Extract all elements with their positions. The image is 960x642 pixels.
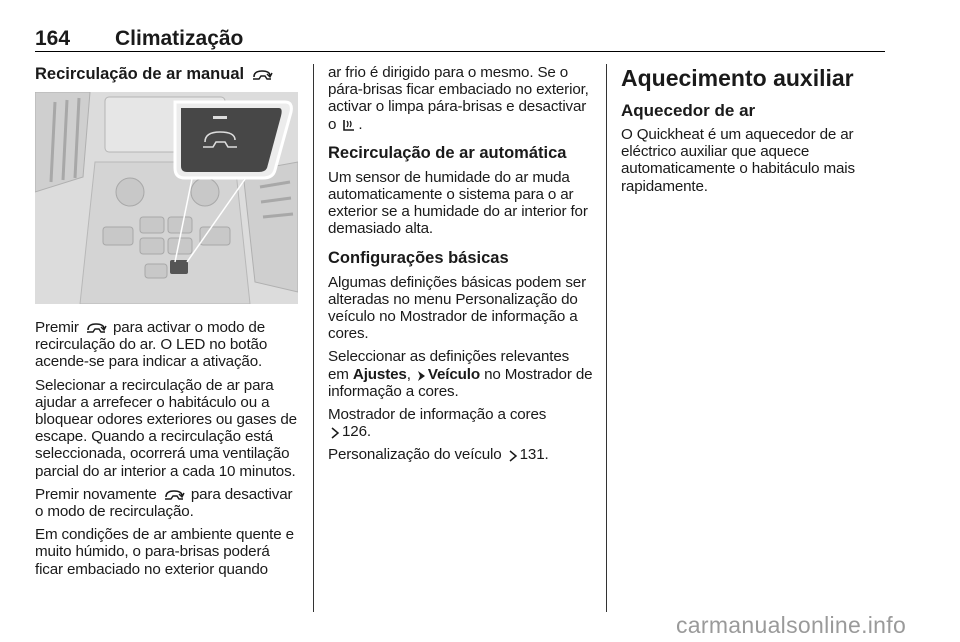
paragraph: Mostrador de informação a cores 126. bbox=[328, 406, 547, 441]
column-3 bbox=[621, 64, 886, 201]
paragraph: ar frio é dirigido para o mesmo. Se o pára-brisas ficar embaciado no exterior, activar o limpa pára-brisas e desactivar o . bbox=[328, 64, 589, 133]
paragraph: Selecionar a recirculação de ar para ajudar a arrefecer o habitáculo ou a bloquear odores exteriores ou gases de escape. Quando a recirculação está seleccionada, ocorrerá uma ventilação parcial do ar interior a cada 10 minutos. bbox=[35, 376, 297, 480]
paragraph: Premir para activar o modo de recirculação do ar. O LED no botão acende-se para indicar a ativação. bbox=[35, 319, 268, 371]
column-2 bbox=[328, 64, 593, 470]
section-title-auxiliary-heating: Aquecimento auxiliar bbox=[621, 65, 854, 91]
paragraph: Algumas definições básicas podem ser alteradas no menu Personalização do veículo no Mostrador de informação a cores. bbox=[328, 273, 586, 343]
page-ref-icon bbox=[508, 450, 518, 462]
paragraph: Um sensor de humidade do ar muda automaticamente o sistema para o ar exterior se a humidade do ar interior for demasiado alta. bbox=[328, 168, 588, 238]
recirculation-icon bbox=[163, 488, 185, 502]
paragraph: Premir novamente para desactivar o modo de recirculação. bbox=[35, 485, 293, 521]
column-divider bbox=[606, 64, 607, 612]
column-1 bbox=[35, 64, 300, 584]
arrow-right-icon bbox=[417, 370, 426, 382]
menu-path-settings: Ajustes bbox=[352, 365, 407, 383]
page-header bbox=[35, 27, 885, 52]
page-ref-icon bbox=[330, 427, 340, 439]
page-number: 164 bbox=[35, 27, 71, 50]
recirculation-icon bbox=[85, 321, 107, 335]
climate-control-panel-illustration bbox=[35, 92, 298, 304]
section-heading-air-heater: Aquecedor de ar bbox=[621, 101, 756, 120]
section-heading-auto-recirculation: Recirculação de ar automática bbox=[328, 143, 567, 162]
paragraph: Personalização do veículo 131. bbox=[328, 446, 549, 464]
wiper-icon bbox=[342, 118, 356, 132]
paragraph: Seleccionar as definições relevantes em Ajustes, Veículo no Mostrador de informação a cores. bbox=[328, 348, 593, 400]
menu-path-vehicle: Veículo bbox=[427, 365, 480, 383]
section-heading-manual-recirculation: Recirculação de ar manual bbox=[35, 64, 300, 84]
paragraph: O Quickheat é um aquecedor de ar eléctrico auxiliar que aquece automaticamente o habitáculo mais rapidamente. bbox=[621, 126, 855, 195]
column-divider bbox=[313, 64, 314, 612]
page-reference-link[interactable]: 131. bbox=[519, 446, 549, 464]
chapter-title: Climatização bbox=[115, 27, 244, 50]
paragraph: Em condições de ar ambiente quente e muito húmido, o para-brisas poderá ficar embaciado no exterior quando bbox=[35, 526, 294, 578]
section-heading-basic-settings: Configurações básicas bbox=[328, 248, 509, 267]
recirculation-icon bbox=[251, 68, 273, 82]
page-reference-link[interactable]: 126. bbox=[342, 423, 371, 441]
watermark: carmanualsonline.info bbox=[676, 612, 907, 638]
